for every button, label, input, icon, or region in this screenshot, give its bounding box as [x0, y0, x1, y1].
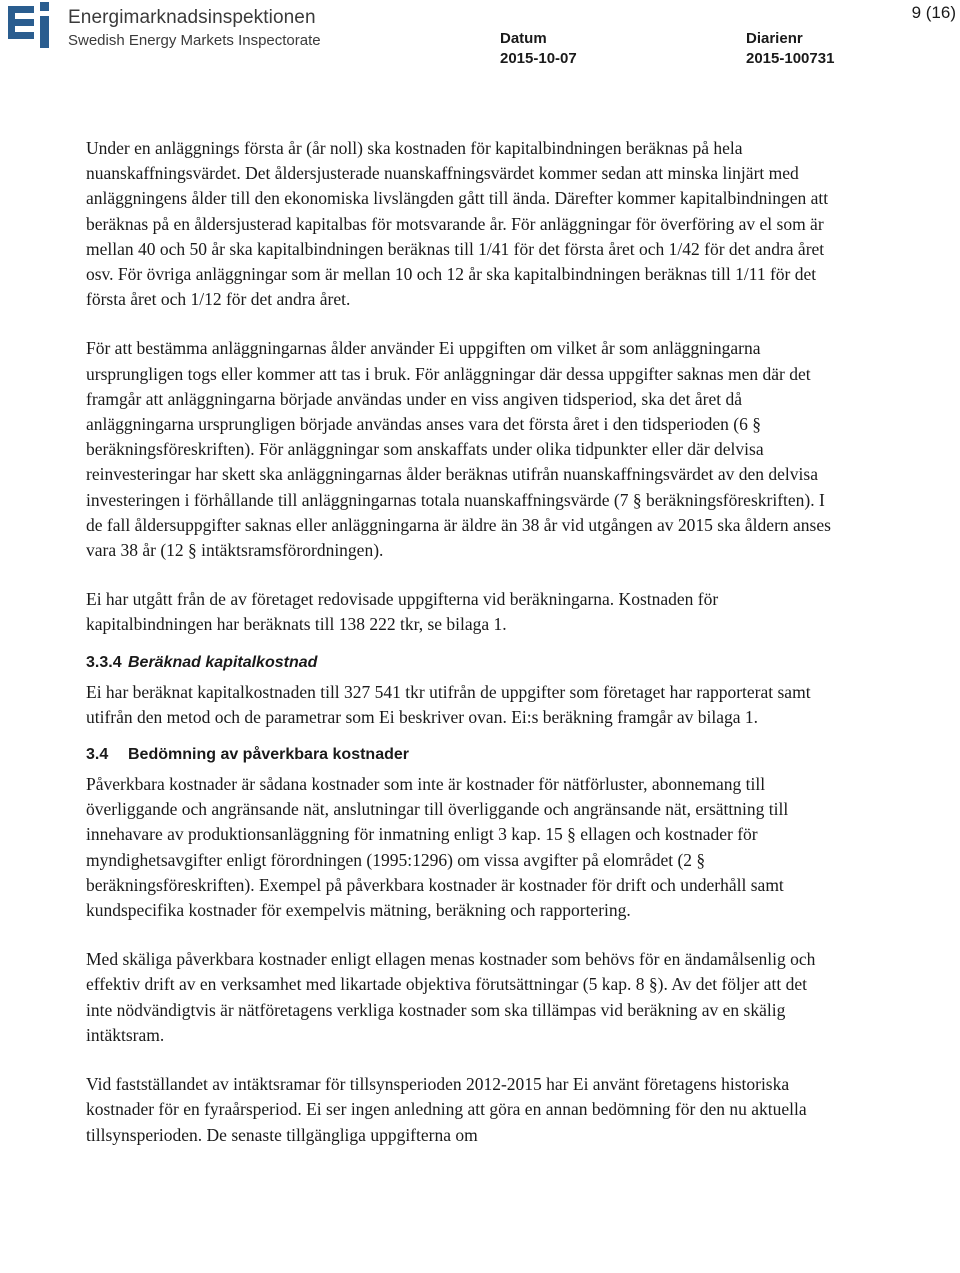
section-heading-3-4: [86, 746, 831, 764]
document-body: [86, 136, 831, 1172]
diary-value: 2015-100731: [746, 50, 835, 67]
org-name: Energimarknadsinspektionen: [68, 7, 316, 28]
section-number: 3.4: [86, 746, 109, 764]
paragraph-controllable-costs: Påverkbara kostnader är sådana kostnader som inte är kostnader för nätförluster, abonnemang till överliggande och angränsande nät, anslutningar till överliggande och angränsande nät, ersättning till innehavare av produktionsanläggning för inmatning enligt 3 kap. 15 § ellagen och kostnader för myndighetsavgifter enligt förordningen (1995:1296) om vissa avgifter på elområdet (2 § beräkningsföreskriften). Exempel på påverkbara kostnader är kostnader för drift och underhåll samt kundspecifika kostnader för exempelvis mätning, beräkning och rapportering.: [86, 774, 789, 921]
section-heading-3-3-4: [86, 654, 831, 672]
paragraph-reported-data: Ei har utgått från de av företaget redovisade uppgifterna vid beräkningarna. Kostnaden för kapitalbindningen har beräknats till 138 222 tkr, se bilaga 1.: [86, 589, 719, 635]
section-title: Beräknad kapitalkostnad: [128, 653, 318, 671]
org-subtitle: Swedish Energy Markets Inspectorate: [68, 32, 321, 49]
date-value: 2015-10-07: [500, 50, 577, 67]
ei-logo-icon: [8, 2, 58, 48]
paragraph-capital-binding: Under en anläggnings första år (år noll) ska kostnaden för kapitalbindningen beräknas på hela nuanskaffningsvärdet. Det åldersjusterade nuanskaffningsvärdet kommer sedan att minska linjärt med anläggningens ålder till den ekonomiska livslängden gått till ända. Därefter kommer kapitalbindningen att beräknas på en åldersjusterad kapitalbas för motsvarande år. För anläggningar för överföring av el som är mellan 40 och 50 år ska kapitalbindningen beräknas till 1/41 för det första året och 1/42 för det andra året osv. För övriga anläggningar som är mellan 10 och 12 år ska kapitalbindningen beräknas till 1/11 för det första året och 1/12 för det andra året.: [86, 138, 829, 310]
paragraph-revenue-caps: Vid fastställandet av intäktsramar för tillsynsperioden 2012-2015 har Ei använt företagens historiska kostnader för en fyraårsperiod. Ei ser ingen anledning att göra en annan bedömning för den nu aktuella tillsynsperioden. De senaste tillgängliga uppgifterna om: [86, 1074, 807, 1145]
section-title: Bedömning av påverkbara kostnader: [128, 746, 409, 764]
section-number: 3.3.4: [86, 653, 122, 671]
page-number: 9 (16): [911, 3, 956, 22]
page-header: [0, 0, 960, 80]
paragraph-capital-cost: Ei har beräknat kapitalkostnaden till 327 541 tkr utifrån de uppgifter som företaget har rapporterat samt utifrån den metod och de parametrar som Ei beskriver ovan. Ei:s beräkning framgår av bilaga 1.: [86, 681, 811, 727]
paragraph-plant-age: För att bestämma anläggningarnas ålder använder Ei uppgiften om vilket år som anläggningarna ursprungligen togs eller kommer att tas i bruk. För anläggningar där dessa uppgifter saknas men där det framgår att anläggningarna började användas under en viss angiven tidsperiod, ska det året då anläggningarna ursprungligen började användas anses vara det första året i den tidsperioden (6 § beräkningsföreskriften). För anläggningar som anskaffats under olika tidpunkter eller där delvisa reinvesteringar har skett ska anläggningarnas ålder beräknas utifrån nuanskaffningsvärdet av den delvisa investeringen i förhållande till anläggningarnas totala nuanskaffningsvärde (7 § beräkningsföreskriften). I de fall åldersuppgifter saknas eller anläggningarna är äldre än 38 år vid utgången av 2015 ska åldern anses vara 38 år (12 § intäktsramsförordningen).: [86, 338, 831, 561]
paragraph-reasonable-costs: Med skäliga påverkbara kostnader enligt ellagen menas kostnader som behövs för en ändamålsenlig och effektiv drift av en verksamhet med likartade objektiva förutsättningar (5 kap. 8 §). Av det följer att det inte nödvändigtvis är nätföretagens verkliga kostnader som ska tillämpas vid beräkning av en skälig intäktsram.: [86, 949, 816, 1045]
diary-label: Diarienr: [746, 30, 803, 47]
date-label: Datum: [500, 30, 547, 47]
